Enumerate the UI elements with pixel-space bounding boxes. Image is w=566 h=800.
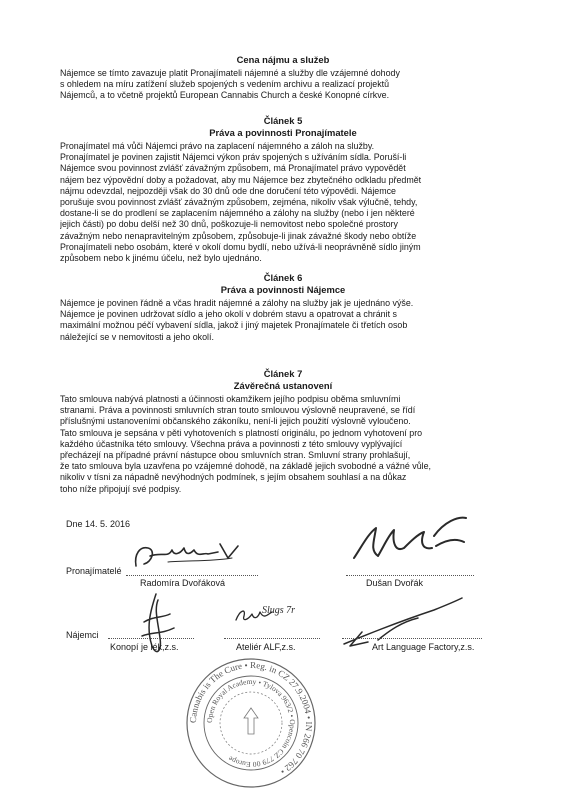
text-line: Nájemce je povinen řádně a včas hradit nájemné a zálohy na služby jak je ujednáno výše. (60, 298, 414, 308)
handwritten-signature-text: Slugs 7r (262, 605, 296, 616)
signature-line (346, 575, 474, 576)
text-line: Tato smlouva je sepsána v pěti vyhotoveních s platností originálu, po jednom vyhotovení pro (60, 427, 423, 438)
text-line: Pronajímatel je povinen zajistit Nájemci výkon práv spojených s užíváním sídla. Poruší-li (60, 152, 407, 163)
signature-line (224, 638, 320, 639)
text-line: nájem bez výpovědní doby a požadovat, aby mu Nájemce bez zbytečného odkladu předmět (60, 174, 422, 185)
text-line: stranami. Práva a povinnosti smluvních stran touto smlouvou výslovně neupravené, se řídí (60, 405, 416, 416)
landlord-2-name: Dušan Dvořák (366, 578, 424, 588)
text-line: Nájemce svou povinnost zvlášť závažným způsobem, má Pronajímatel právo vypovědět (60, 163, 406, 174)
text-line: příslušnými ustanoveními občanského zákoníku, není-li jejich použití výslovně vyloučeno. (60, 416, 411, 427)
tenant-3-name: Art Language Factory,z.s. (372, 642, 475, 652)
signature-line (108, 638, 194, 639)
landlord-signature-1 (128, 536, 246, 576)
text-line: způsobem nebo k jinému účelu, než bylo ujednáno. (60, 253, 262, 264)
tenant-1-name: Konopí je lék,z.s. (110, 642, 179, 652)
text-line: že tato smlouva byla uzavřena po vzájemné dohodě, na základě jejich svobodné a vážné vůle, (60, 461, 432, 472)
stamp-inner-text (205, 677, 297, 769)
section-fees-paragraph (60, 68, 506, 102)
text-line: maximální možnou péčí vybavení sídla, jakož i jiný majetek Pronajímatele či třetích osob (60, 320, 408, 331)
article7-title: Závěrečná ustanovení (233, 380, 333, 391)
organization-stamp (184, 656, 318, 790)
text-line: náležející se v nemovitosti a jeho okolí. (60, 331, 214, 342)
signature-line (342, 638, 482, 639)
text-line: porušuje svou povinnost zvlášť závažným způsobem, zejména, nikoliv však výlučně, tehdy, (60, 197, 418, 208)
text-line: přecházejí na případné právní nástupce obou smluvních stran. Smluvní strany prohlašují, (60, 450, 411, 461)
stamp-inner-ring: Open Royal Academy • Tylova 963/2 • Opencoin CZ 779 00 Europe (204, 676, 298, 770)
tenant-signature-1 (128, 592, 184, 664)
landlord-1-name: Radomíra Dvořáková (140, 578, 226, 588)
article6-title: Práva a povinnosti Nájemce (220, 284, 346, 295)
text-line: Pronajímateli nebo osobám, které v okolí domu bydlí, nebo užívá-li neoprávněně sídlo jiným (60, 241, 421, 252)
text-line: toho níže připojují své podpisy. (60, 483, 182, 494)
section-fees-heading: Cena nájmu a služeb (236, 54, 330, 65)
text-line: jejich části) po dobu delší než 30 dnů, poškozuje-li nemovitost nebo společné prostory (60, 219, 398, 230)
text-line: Pronajímatel má vůči Nájemci právo na zaplacení nájemného a záloh na služby. (60, 141, 375, 151)
signing-date: Dne 14. 5. 2016 (66, 519, 131, 529)
text-line: s ohledem na míru zatížení služeb spojených s vedením archivu a realizací projektů (60, 79, 390, 90)
text-line: Nájemce se tímto zavazuje platit Pronajímateli nájemné a služby dle vzájemné dohody (60, 68, 400, 78)
text-line: dostane-li se do prodlení se zaplacením nájemného a zálohy na služby (nebo i jen některé (60, 208, 415, 219)
text-line: Tato smlouva nabývá platnosti a účinnosti okamžikem jejího podpisu oběma smluvními (60, 394, 401, 404)
text-line: Nájemce je povinen udržovat sídlo a jeho okolí v dobrém stavu a opatrovat a chránit s (60, 309, 397, 320)
article5-paragraph (60, 141, 506, 264)
text-line: nájmu odevzdal, nejpozději však do 30 dnů ode dne doručení této výpovědi. Nájemce (60, 185, 396, 196)
tenant-2-name: Ateliér ALF,z.s. (236, 642, 296, 652)
article7-number: Článek 7 (263, 368, 303, 379)
text-line: každého účastníka této smlouvy. Všechna práva a povinnosti z této smlouvy vyplývající (60, 438, 403, 449)
article5-title: Práva a povinnosti Pronajímatele (209, 127, 357, 138)
landlord-signature-2 (348, 512, 470, 566)
tenants-label: Nájemci (66, 630, 99, 640)
landlord-label: Pronajímatelé (66, 566, 122, 576)
text-line: závažným nebo nenapravitelným způsobem, způsobuje-li jinak závažné škody nebo obtíže (60, 230, 417, 241)
text-line: nikoliv v tísni za nápadně nevýhodných podmínek, s jejím obsahem souhlasí a na důkaz (60, 472, 407, 483)
article6-number: Článek 6 (263, 272, 303, 283)
text-line: Nájemců, a to včetně projektů European Cannabis Church a české Konopné církve. (60, 90, 390, 101)
article5-number: Článek 5 (263, 115, 303, 126)
article7-paragraph (60, 394, 506, 495)
stamp-outer-ring: Cannabis is The Cure • Reg. in CZ 27.9.2004 • IN 266 70 762 • (187, 659, 315, 777)
signature-line (126, 575, 258, 576)
cannabis-leaf-icon (244, 708, 258, 734)
article6-paragraph (60, 298, 506, 343)
